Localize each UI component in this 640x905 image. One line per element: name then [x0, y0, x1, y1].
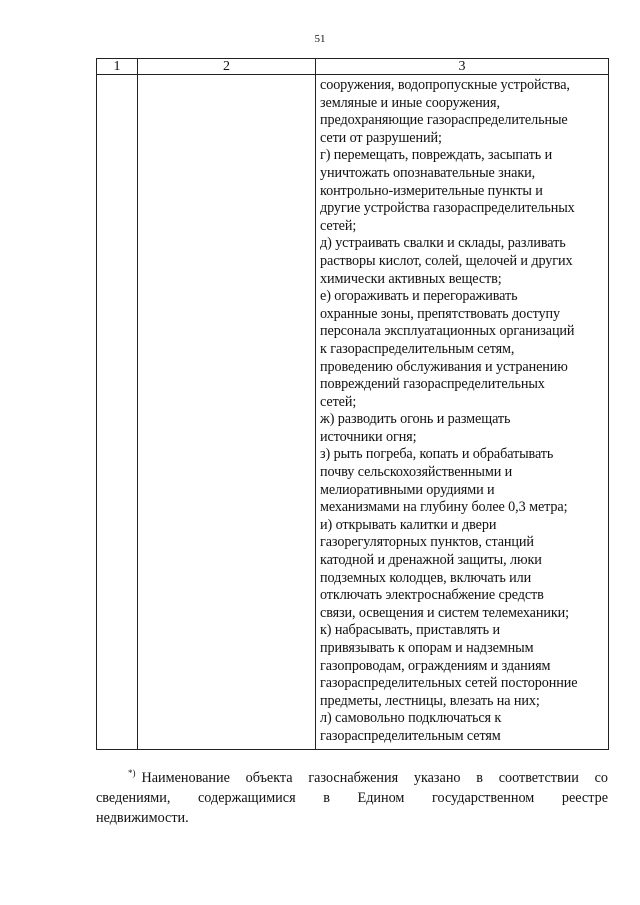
text-line: механизмами на глубину более 0,3 метра;	[320, 499, 568, 516]
text-line: земляные и иные сооружения,	[320, 94, 500, 111]
text-line: персонала эксплуатационных организаций	[320, 323, 575, 340]
text-line: химически активных веществ;	[320, 270, 502, 287]
footnote-line-1	[96, 763, 608, 788]
text-line: газорегуляторных пунктов, станций	[320, 534, 534, 551]
text-line: повреждений газораспределительных	[320, 376, 545, 393]
text-line: сетей;	[320, 217, 357, 234]
text-line: другие устройства газораспределительных	[320, 200, 575, 217]
table-row	[97, 75, 609, 750]
text-line: источники огня;	[320, 428, 417, 445]
column-header-3: 3	[316, 59, 609, 75]
page-number: 51	[314, 33, 326, 45]
footnote-line-3: недвижимости.	[96, 810, 189, 826]
text-line: газораспределительных сетей посторонние	[320, 675, 578, 692]
text-line: л) самовольно подключаться к	[320, 710, 502, 727]
text-line: газопроводам, ограждениям и зданиям	[320, 657, 551, 674]
column-header-1: 1	[97, 59, 138, 75]
text-line: к газораспределительным сетям,	[320, 340, 515, 357]
text-line: д) устраивать свалки и склады, разливать	[320, 235, 566, 252]
footnote-text-1: Наименование объекта газоснабжения указано в соответствии со	[141, 770, 608, 786]
text-line: г) перемещать, повреждать, засыпать и	[320, 147, 553, 164]
footnote	[96, 763, 608, 828]
text-line: предметы, лестницы, влезать на них;	[320, 692, 540, 709]
text-line: к) набрасывать, приставлять и	[320, 622, 500, 639]
cell-col-1	[97, 75, 138, 750]
table-header-row	[97, 59, 609, 75]
text-line: и) открывать калитки и двери	[320, 516, 497, 533]
text-line: сети от разрушений;	[320, 129, 442, 146]
column-header-2: 2	[138, 59, 316, 75]
text-line: проведению обслуживания и устранению	[320, 358, 568, 375]
text-line: привязывать к опорам и надземным	[320, 640, 534, 656]
text-line: подземных колодцев, включать или	[320, 569, 532, 586]
text-line: е) огораживать и перегораживать	[320, 288, 518, 305]
text-line: мелиоративными орудиями и	[320, 481, 495, 498]
requirements-table	[96, 58, 609, 750]
cell-col-3	[316, 75, 609, 750]
text-line: связи, освещения и систем телемеханики;	[320, 604, 569, 621]
footnote-marker: *)	[128, 768, 136, 778]
cell-col-2	[138, 75, 316, 750]
text-line: предохраняющие газораспределительные	[320, 112, 568, 129]
text-line: з) рыть погреба, копать и обрабатывать	[320, 446, 554, 463]
text-line: сетей;	[320, 393, 357, 410]
text-line: сооружения, водопропускные устройства,	[320, 77, 570, 93]
text-line: отключать электроснабжение средств	[320, 587, 544, 604]
text-line: контрольно-измерительные пункты и	[320, 182, 543, 199]
text-line: почву сельскохозяйственными и	[320, 464, 513, 481]
text-line: катодной и дренажной защиты, люки	[320, 552, 542, 569]
text-line: растворы кислот, солей, щелочей и других	[320, 252, 573, 269]
text-line: ж) разводить огонь и размещать	[320, 411, 511, 428]
text-line: охранные зоны, препятствовать доступу	[320, 305, 561, 322]
text-line: газораспределительным сетям	[320, 727, 501, 744]
text-line: уничтожать опознавательные знаки,	[320, 164, 536, 181]
restrictions-text	[320, 77, 606, 746]
footnote-line-2: сведениями, содержащимися в Едином государственном реестре	[96, 790, 608, 806]
